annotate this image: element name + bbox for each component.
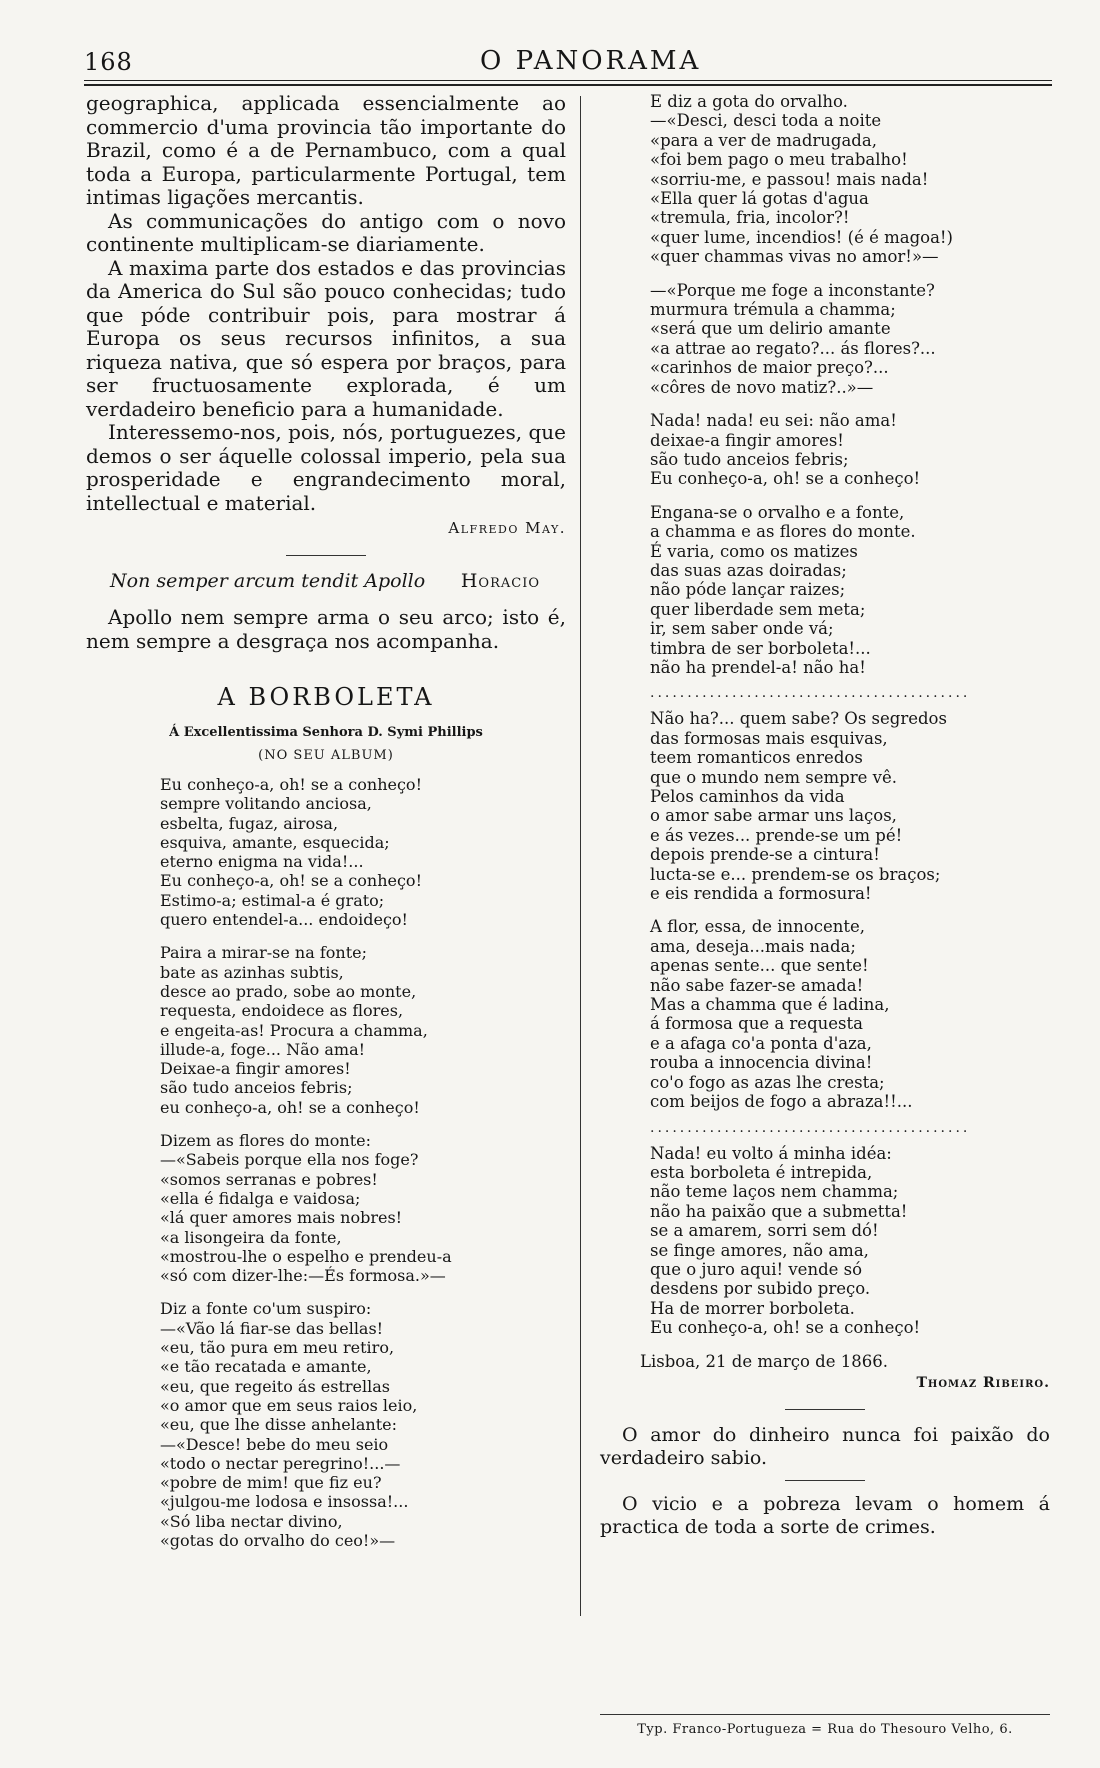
poem-line: esbelta, fugaz, airosa, <box>160 813 339 833</box>
poem-line: Estimo-a; estimal-a é grato; <box>160 890 385 910</box>
poem-line: e engeita-as! Procura a chamma, <box>160 1020 428 1040</box>
poem-line: «lá quer amores mais nobres! <box>160 1208 403 1228</box>
poem-line: «eu, tão pura em meu retiro, <box>160 1338 395 1358</box>
poem-title: A BORBOLETA <box>217 683 435 711</box>
poem-line: «a lisongeira da fonte, <box>160 1227 342 1247</box>
poem-line: ama, deseja...mais nada; <box>650 936 856 956</box>
poem-line: depois prende-se a cintura! <box>650 845 880 865</box>
poem-signature: Thomaz Ribeiro. <box>916 1374 1050 1391</box>
poem-line: Eu conheço-a, oh! se a conheço! <box>650 469 921 489</box>
poem-line: «julgou-me lodosa e insossa!... <box>160 1492 409 1512</box>
poem-line: deixae-a fingir amores! <box>650 430 844 450</box>
header-rule-double <box>84 84 1052 86</box>
poem-line: das formosas mais esquivas, <box>650 728 888 748</box>
poem-stanza <box>600 281 1050 397</box>
poem-line: são tudo anceios febris; <box>160 1078 353 1098</box>
paragraph: As communicações do antigo com o novo continente multiplicam-se diariamente. <box>86 208 566 256</box>
page-number: 168 <box>84 48 133 76</box>
ellipsis-separator: ........................................... <box>650 1119 971 1136</box>
paragraph: A maxima parte dos estados e das provincias da America do Sul são pouco conhecidas; tudo que póde contribuir pois, para mostrar á Europa os seus recursos infinitos, a sua riqueza nativa, que só espera por braços, para ser fructuosamente explorada, é um verdadeiro beneficio para a humanidade. <box>86 255 566 421</box>
poem-stanzas-left <box>86 775 566 1550</box>
poem-line: Eu conheço-a, oh! se a conheço! <box>160 871 422 891</box>
quote-text: Non semper arcum tendit Apollo <box>110 570 426 592</box>
poem-line: se a amarem, sorri sem dó! <box>650 1221 879 1241</box>
poem-stanza <box>86 943 566 1117</box>
poem-line: «Só liba nectar divino, <box>160 1511 343 1531</box>
poem-line: não sabe fazer-se amada! <box>650 975 864 995</box>
poem-line: —«Porque me foge a inconstante? <box>650 280 935 300</box>
poem-line: «quer lume, incendios! (é é magoa!) <box>650 227 953 247</box>
poem-line: Mas a chamma que é ladina, <box>650 995 890 1015</box>
poem-line: É varia, como os matizes <box>650 541 858 561</box>
poem-line: «eu, que regeito ás estrellas <box>160 1376 390 1396</box>
poem-line: «só com dizer-lhe:—És formosa.»— <box>160 1266 446 1286</box>
poem-line: E diz a gota do orvalho. <box>650 92 848 111</box>
poem-line: —«Desci, desci toda a noite <box>650 111 882 131</box>
poem-line: se finge amores, não ama, <box>650 1240 869 1260</box>
column-divider <box>580 96 581 1616</box>
poem-line: o amor sabe armar uns laços, <box>650 806 897 826</box>
poem-stanza <box>600 917 1050 1111</box>
poem-line: esquiva, amante, esquecida; <box>160 832 390 852</box>
poem-line: «mostrou-lhe o espelho e prendeu-a <box>160 1246 452 1266</box>
maxim: O vicio e a pobreza levam o homem á practica de toda a sorte de crimes. <box>600 1492 1050 1538</box>
poem-line: eu conheço-a, oh! se a conheço! <box>160 1097 420 1117</box>
poem-line: «gotas do orvalho do ceo!»— <box>160 1530 396 1550</box>
poem-line: á formosa que a requesta <box>650 1014 863 1034</box>
poem-line: «Ella quer lá gotas d'agua <box>650 189 869 209</box>
poem-line: «será que um delirio amante <box>650 319 891 339</box>
poem-stanza <box>86 775 566 929</box>
poem-line: e eis rendida a formosura! <box>650 884 872 904</box>
poem-line: Ha de morrer borboleta. <box>650 1298 855 1318</box>
poem-line: eterno enigma na vida!... <box>160 852 364 872</box>
poem-line: «eu, que lhe disse anhelante: <box>160 1415 398 1435</box>
poem-line: «todo o nectar peregrino!...— <box>160 1453 401 1473</box>
section-rule <box>785 1480 865 1481</box>
paragraph: geographica, applicada essencialmente ao commercio d'uma provincia tão importante do Brazil, como é a de Pernambuco, com a qual toda a Europa, particularmente Portugal, tem intimas ligações mercantis. <box>86 91 566 209</box>
poem-line: «a attrae ao regato?... ás flores?... <box>650 338 936 358</box>
poem-line: esta borboleta é intrepida, <box>650 1162 873 1182</box>
poem-stanza <box>600 503 1050 678</box>
poem-stanzas-right-cont <box>600 709 1050 1111</box>
poem-line: «e tão recatada e amante, <box>160 1357 372 1377</box>
poem-stanza <box>86 1131 566 1285</box>
poem-line: «o amor que em seus raios leio, <box>160 1395 418 1415</box>
poem-line: apenas sente... que sente! <box>650 956 869 976</box>
poem-line: são tudo anceios febris; <box>650 449 849 469</box>
poem-stanza <box>600 1144 1050 1338</box>
poem-line: não ha paixão que a submetta! <box>650 1201 908 1221</box>
poem-line: quer liberdade sem meta; <box>650 599 866 619</box>
poem-line: quero entendel-a... endoideço! <box>160 910 408 930</box>
latin-quote <box>110 570 540 592</box>
poem-line: não teme laços nem chamma; <box>650 1182 899 1202</box>
album-note: (NO SEU ALBUM) <box>258 748 394 763</box>
quote-translation: Apollo nem sempre arma o seu arco; isto é, nem sempre a desgraça nos acompanha. <box>86 605 566 653</box>
poem-stanzas-right <box>600 92 1050 677</box>
poem-line: Dizem as flores do monte: <box>160 1131 372 1151</box>
poem-stanza <box>600 92 1050 267</box>
poem-line: Nada! nada! eu sei: não ama! <box>650 411 897 431</box>
poem-line: «carinhos de maior preço?... <box>650 358 889 378</box>
poem-line: illude-a, foge... Não ama! <box>160 1039 366 1059</box>
poem-line: rouba a innocencia divina! <box>650 1053 873 1073</box>
poem-line: e ás vezes... prende-se um pé! <box>650 825 903 845</box>
header-rule <box>84 80 1052 81</box>
poem-line: «pobre de mim! que fiz eu? <box>160 1473 382 1493</box>
poem-line: bate as azinhas subtis, <box>160 962 344 982</box>
poem-line: das suas azas doiradas; <box>650 560 847 580</box>
poem-line: Não ha?... quem sabe? Os segredos <box>650 709 947 729</box>
poem-line: Pelos caminhos da vida <box>650 787 845 806</box>
poem-line: Eu conheço-a, oh! se a conheço! <box>160 775 422 794</box>
poem-line: a chamma e as flores do monte. <box>650 522 916 542</box>
poem-line: Deixae-a fingir amores! <box>160 1059 351 1079</box>
poem-line: «para a ver de madrugada, <box>650 130 877 150</box>
poem-line: —«Desce! bebe do meu seio <box>160 1434 389 1454</box>
poem-line: com beijos de fogo a abraza!!... <box>650 1092 913 1112</box>
article-body <box>86 92 566 515</box>
poem-line: «tremula, fria, incolor?! <box>650 208 850 228</box>
poem-line: Nada! eu volto á minha idéa: <box>650 1143 892 1163</box>
poem-line: desdens por subido preço. <box>650 1279 871 1299</box>
poem-line: co'o fogo as azas lhe cresta; <box>650 1072 885 1092</box>
maxim: O amor do dinheiro nunca foi paixão do verdadeiro sabio. <box>600 1423 1050 1469</box>
poem-line: ir, sem saber onde vá; <box>650 619 834 639</box>
quote-author: Horacio <box>460 570 540 592</box>
poem-stanza <box>600 411 1050 489</box>
poem-line: que o mundo nem sempre vê. <box>650 767 897 787</box>
poem-line: que o juro aqui! vende só <box>650 1259 863 1279</box>
poem-dedication: Á Excellentissima Senhora D. Symi Phillips <box>169 725 483 740</box>
poem-dateline: Lisboa, 21 de março de 1866. <box>640 1351 888 1371</box>
ellipsis-separator: ........................................... <box>650 685 971 702</box>
poem-line: «côres de novo matiz?..»— <box>650 377 874 397</box>
poem-line: desce ao prado, sobe ao monte, <box>160 981 417 1001</box>
maxim-block <box>600 1493 1050 1539</box>
poem-line: e a afaga co'a ponta d'aza, <box>650 1033 872 1053</box>
poem-stanzas-right-end <box>600 1144 1050 1338</box>
maxim-block <box>600 1424 1050 1470</box>
poem-line: não póde lançar raizes; <box>650 580 846 600</box>
poem-line: Paira a mirar-se na fonte; <box>160 943 367 963</box>
right-column <box>600 92 1050 1539</box>
poem-line: —«Vão lá fiar-se das bellas! <box>160 1318 384 1338</box>
poem-line: timbra de ser borboleta!... <box>650 638 871 658</box>
poem-line: «foi bem pago o meu trabalho! <box>650 150 908 170</box>
section-rule <box>286 555 366 556</box>
section-rule <box>785 1409 865 1410</box>
poem-stanza <box>86 1299 566 1550</box>
poem-line: Diz a fonte co'um suspiro: <box>160 1299 372 1319</box>
poem-line: «somos serranas e pobres! <box>160 1169 378 1189</box>
poem-line: não ha prendel-a! não ha! <box>650 657 866 677</box>
left-column <box>86 92 566 1564</box>
poem-line: A flor, essa, de innocente, <box>650 917 865 937</box>
poem-stanza <box>600 709 1050 903</box>
masthead-title: O PANORAMA <box>480 46 702 76</box>
footer-rule <box>600 1714 1050 1715</box>
poem-line: teem romanticos enredos <box>650 748 863 768</box>
poem-line: lucta-se e... prendem-se os braços; <box>650 864 941 884</box>
poem-line: Eu conheço-a, oh! se a conheço! <box>650 1318 921 1338</box>
article-signature: Alfredo May. <box>448 519 566 537</box>
poem-line: sempre volitando anciosa, <box>160 794 372 814</box>
poem-line: —«Sabeis porque ella nos foge? <box>160 1150 419 1170</box>
poem-line: «ella é fidalga e vaidosa; <box>160 1188 361 1208</box>
quote-translation-block <box>86 606 566 653</box>
poem-line: «quer chammas vivas no amor!»— <box>650 247 939 267</box>
printer-imprint: Typ. Franco-Portugueza = Rua do Thesouro Velho, 6. <box>637 1722 1013 1737</box>
poem-line: Engana-se o orvalho e a fonte, <box>650 502 905 522</box>
poem-line: murmura trémula a chamma; <box>650 300 896 320</box>
poem-line: «sorriu-me, e passou! mais nada! <box>650 169 929 189</box>
paragraph: Interessemo-nos, pois, nós, portuguezes, que demos o ser áquelle colossal imperio, pela sua prosperidade e engrandecimento moral, intellectual e material. <box>86 420 566 515</box>
poem-line: requesta, endoidece as flores, <box>160 1001 404 1021</box>
